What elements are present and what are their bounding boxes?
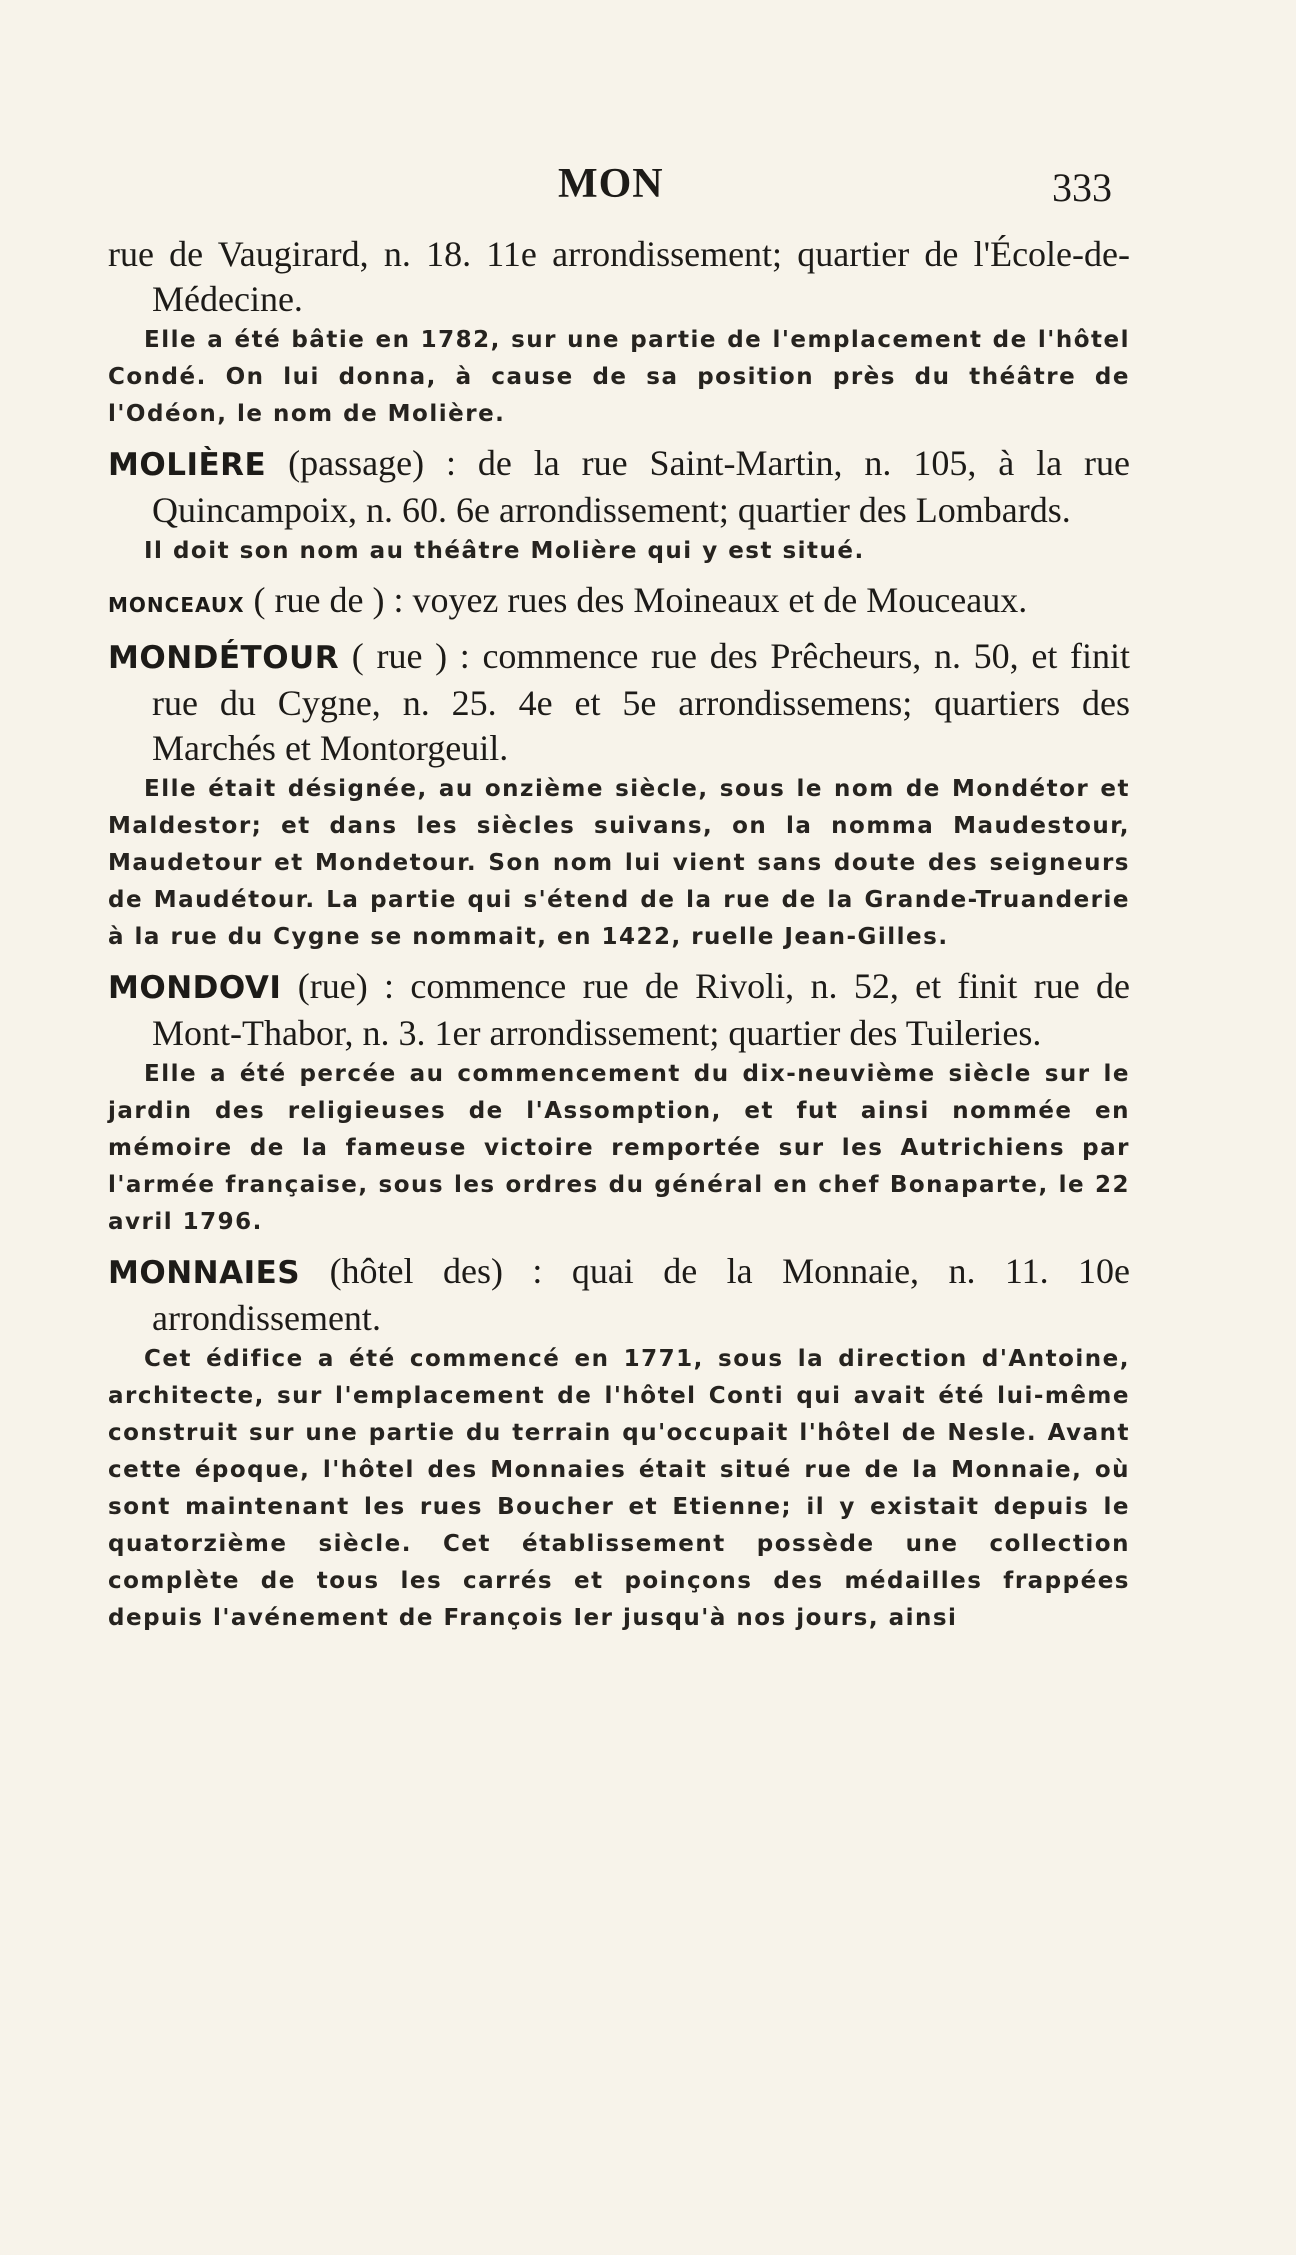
entry-heading — [108, 578, 1130, 628]
entry-text: (rue) : commence rue de Rivoli, n. 52, et finit rue de Mont-Thabor, n. 3. 1er arrondissement; quartier des Tuileries. — [152, 966, 1131, 1053]
entry-mondovi — [108, 964, 1130, 1241]
entry-text: ( rue de ) : voyez rues des Moineaux et de Mouceaux. — [253, 580, 1028, 620]
header-title: MON — [558, 161, 664, 207]
entry-keyword: MONCEAUX — [108, 593, 245, 617]
entry-keyword: MONDÉTOUR — [108, 640, 340, 676]
dictionary-body — [108, 232, 1130, 1645]
entry-note: Elle était désignée, au onzième siècle, sous le nom de Mondétor et Maldestor; et dans les siècles suivans, on la nomma Maudestour, Maudetour et Mondetour. Son nom lui vient sans doute des seigneurs de Maudétour. La partie qui s'étend de la rue de la Grande-Truanderie à la rue du Cygne se nommait, en 1422, ruelle Jean-Gilles. — [108, 776, 1130, 950]
entry-text: (hôtel des) : quai de la Monnaie, n. 11. 10e arrondissement. — [152, 1251, 1130, 1338]
entry-heading — [108, 1249, 1130, 1341]
entry-heading — [108, 964, 1130, 1056]
entry-text: (passage) : de la rue Saint-Martin, n. 105, à la rue Quincampoix, n. 60. 6e arrondissement; quartier des Lombards. — [152, 443, 1131, 530]
entry-keyword: MONNAIES — [108, 1255, 301, 1291]
entry-note: Elle a été percée au commencement du dix-neuvième siècle sur le jardin des religieuses de l'Assomption, et fut ainsi nommée en mémoire de la fameuse victoire remportée sur les Autrichiens par l'armée française, sous les ordres du général en chef Bonaparte, le 22 avril 1796. — [108, 1061, 1130, 1235]
entry-heading — [108, 232, 1130, 322]
entry-text: rue de Vaugirard, n. 18. 11e arrondissement; quartier de l'École-de-Médecine. — [108, 234, 1130, 319]
entry-keyword: MONDOVI — [108, 970, 282, 1006]
entry-moliere-passage — [108, 441, 1130, 570]
entry-monceaux — [108, 578, 1130, 628]
entry-heading — [108, 634, 1130, 771]
running-header — [0, 160, 1296, 220]
entry-note: Il doit son nom au théâtre Molière qui y est situé. — [144, 538, 865, 564]
entry-note: Cet édifice a été commencé en 1771, sous la direction d'Antoine, architecte, sur l'emplacement de l'hôtel Conti qui avait été lui-même construit sur une partie du terrain qu'occupait l'hôtel de Nesle. Avant cette époque, l'hôtel des Monnaies était situé rue de la Monnaie, où sont maintenant les rues Boucher et Etienne; il y existait depuis le quatorzième siècle. Cet établissement possède une collection complète de tous les carrés et poinçons des médailles frappées depuis l'avénement de François Ier jusqu'à nos jours, ainsi — [108, 1346, 1130, 1631]
entry-monnaies — [108, 1249, 1130, 1637]
entry-note: Elle a été bâtie en 1782, sur une partie de l'emplacement de l'hôtel Condé. On lui donna, à cause de sa position près du théâtre de l'Odéon, le nom de Molière. — [108, 327, 1130, 427]
entry-heading — [108, 441, 1130, 533]
entry-mondetour — [108, 634, 1130, 956]
page-number: 333 — [1052, 165, 1112, 210]
entry-text: ( rue ) : commence rue des Prêcheurs, n. 50, et finit rue du Cygne, n. 25. 4e et 5e arrondissemens; quartiers des Marchés et Montorgeuil. — [152, 636, 1130, 768]
entry-keyword: MOLIÈRE — [108, 447, 267, 483]
entry-moliere-rue-continued — [108, 232, 1130, 433]
